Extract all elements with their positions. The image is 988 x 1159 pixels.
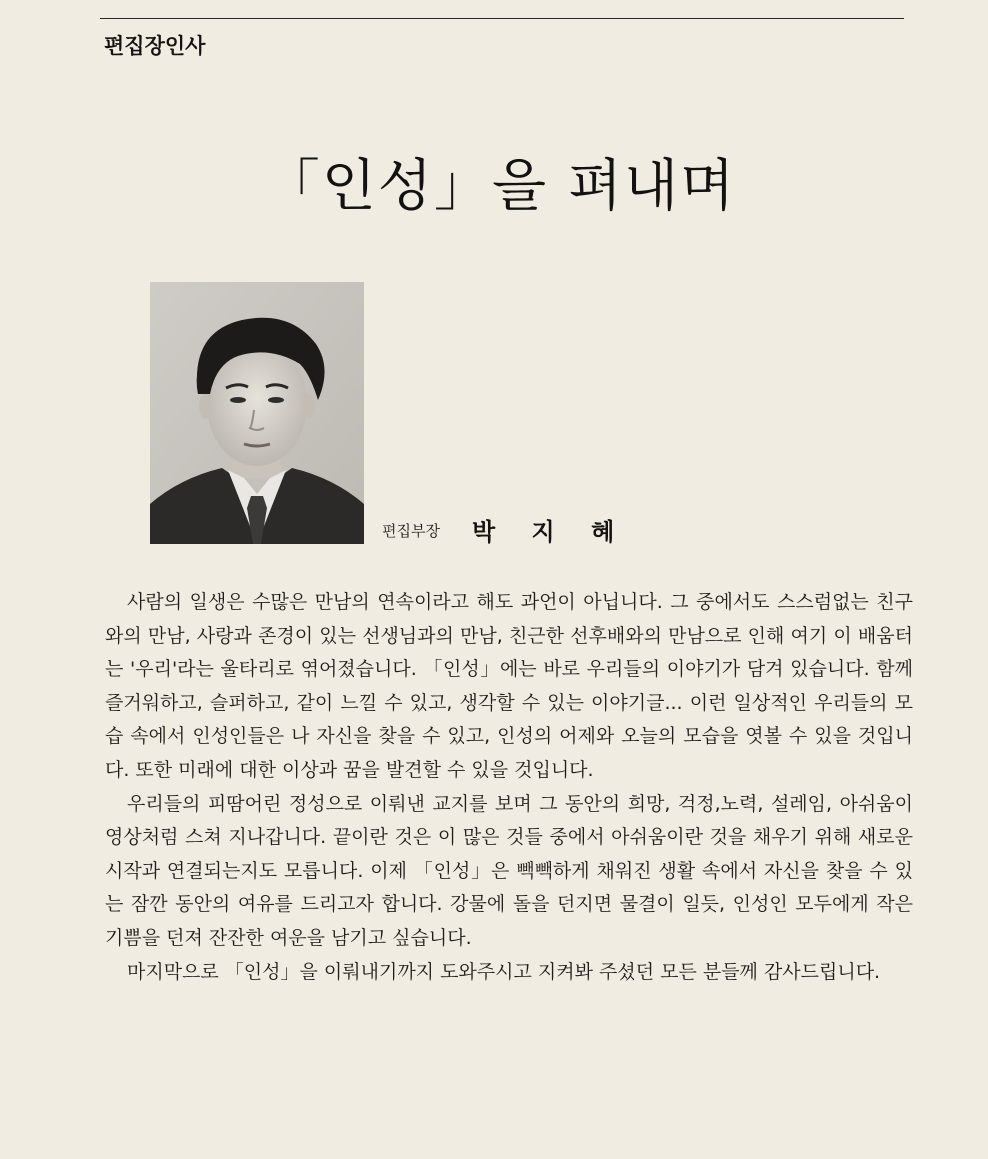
body-paragraph: 사람의 일생은 수많은 만남의 연속이라고 해도 과언이 아닙니다. 그 중에서도 스스럼없는 친구와의 만남, 사랑과 존경이 있는 선생님과의 만남, 친근한 선후배와의 만남으로 인해 여기 이 배움터는 '우리'라는 울타리로 엮어졌습니다. 「인성」에는 바로 우리들의 이야기가 담겨 있습니다. 함께 즐거워하고, 슬퍼하고, 같이 느낄 수 있고, 생각할 수 있는 이야기글... 이런 일상적인 우리들의 모습 속에서 인성인들은 나 자신을 찾을 수 있고, 인성의 어제와 오늘의 모습을 엿볼 수 있을 것입니다. 또한 미래에 대한 이상과 꿈을 발견할 수 있을 것입니다. xyxy=(105,591,913,781)
author-name: 박 지 혜 xyxy=(472,518,629,546)
section-label: 편집장인사 xyxy=(104,34,206,58)
body-paragraph: 마지막으로 「인성」을 이뤄내기까지 도와주시고 지켜봐 주셨던 모든 분들께 감사드립니다. xyxy=(127,960,881,983)
author-role: 편집부장 xyxy=(382,522,440,540)
author-photo xyxy=(150,282,364,544)
page-title: 「인성」을 펴내며 xyxy=(263,154,737,219)
top-rule xyxy=(100,18,904,19)
article-body xyxy=(105,586,913,989)
body-paragraph: 우리들의 피땀어린 정성으로 이뤄낸 교지를 보며 그 동안의 희망, 걱정,노력, 설레임, 아쉬움이 영상처럼 스쳐 지나갑니다. 끝이란 것은 이 많은 것들 중에서 아쉬움이란 것을 채우기 위해 새로운 시작과 연결되는지도 모릅니다. 이제 「인성」은 빽빽하게 채워진 생활 속에서 자신을 찾을 수 있는 잠깐 동안의 여유를 드리고자 합니다. 강물에 돌을 던지면 물결이 일듯, 인성인 모두에게 작은 기쁨을 던져 잔잔한 여운을 남기고 싶습니다. xyxy=(105,792,913,949)
portrait-image xyxy=(150,282,364,544)
